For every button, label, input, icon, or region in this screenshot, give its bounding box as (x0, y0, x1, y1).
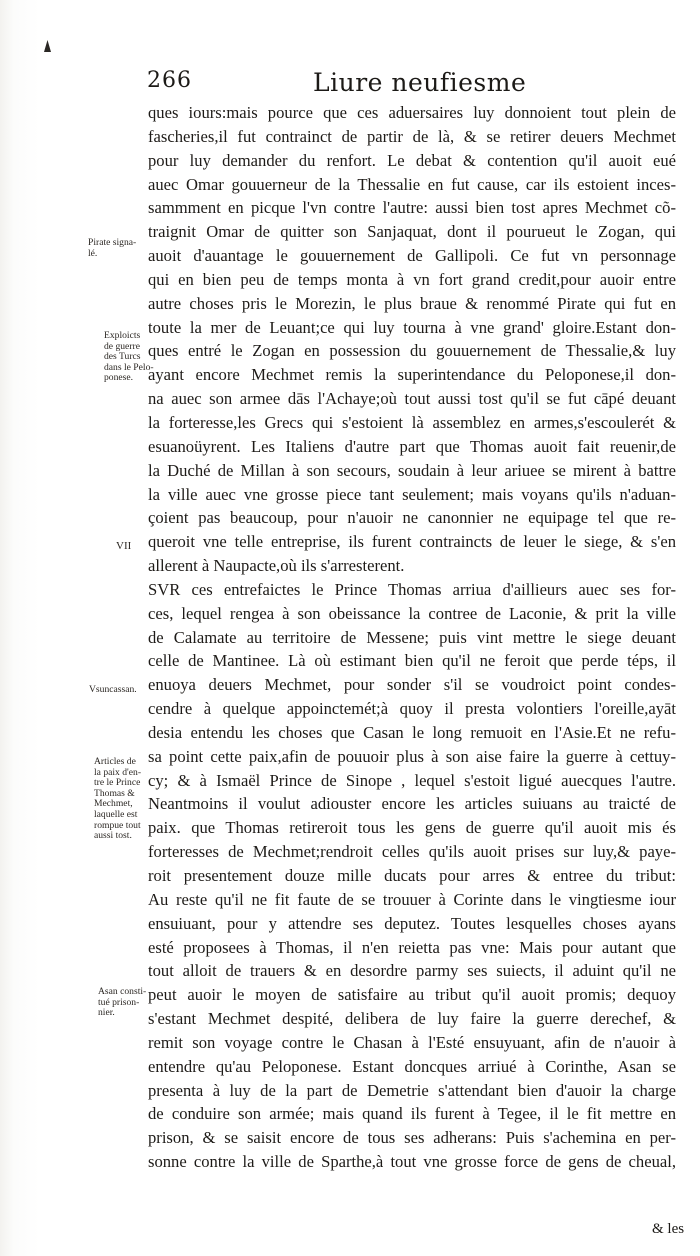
text-line: qui en bien peu de temps monta à vn fort grand credit,pour auoir entre (148, 269, 676, 289)
text-line: ces, lequel rengea à son obeissance la contree de Laconie, & prit la ville (148, 603, 676, 623)
text-line: tout alloit de trauers & en desordre parmy ses suiects, il aduint qu'il ne (148, 961, 676, 981)
page-header (145, 68, 665, 98)
text-line: cy; & à Ismaël Prince de Sinope , lequel s'estoit ligué auecques l'autre. (148, 770, 676, 790)
text-line: la Duché de Millan à son secours, soudain à leur ariuee se mirent à battre (148, 460, 676, 480)
text-line: paix. que Thomas retireroit tous les gens de guerre qu'il auoit mis és (148, 818, 676, 838)
catchword: & les (652, 1221, 685, 1237)
text-line: toute la mer de Leuant;ce qui luy tourna à vne grand' gloire.Estant don- (148, 317, 676, 337)
text-line: desia entendu les choses que Casan le long remuoit en l'Asie.Et ne refu- (148, 722, 676, 742)
text-line: Neantmoins il voulut adiouster encore les articles suiuans au traicté de (148, 794, 676, 814)
margin-note-asan: Asan consti- tué prison- nier. (98, 986, 147, 1019)
text-line: ayant encore Mechmet remis la superintendance du Peloponese,il don- (148, 365, 676, 385)
text-line: prison, & se saisit encore de tous ses adherans: Puis s'achemina en per- (148, 1128, 676, 1148)
page-corner-mark (44, 40, 51, 52)
text-line: sa point cette paix,afin de pouuoir plus à son aise faire la guerre à cettuy- (148, 746, 676, 766)
text-line: s'estant Mechmet despité, delibera de luy faire la guerre derechef, & (148, 1009, 676, 1029)
text-line: entendre qu'au Peloponese. Estant doncques arriué à Corinthe, Asan se (148, 1056, 676, 1076)
text-line: de conduire son armée; mais quand ils furent à Tegee, il le fit mettre en (148, 1104, 676, 1124)
text-line: sammment en picque l'vn contre l'autre: aussi bien tost apres Mechmet cõ- (148, 198, 676, 218)
text-line: ensuiuant, pour y attendre ses deputez. Toutes lesquelles choses ayans (148, 913, 676, 933)
text-line: traignit Omar de quitter son Sanjaquat, dont il pourueut le Zogan, qui (148, 222, 676, 242)
text-line: fascheries,il fut contrainct de partir de là, & se retirer deuers Mechmet (148, 126, 676, 146)
text-line: forteresses de Mechmet;rendroit celles qu'ils auoit prises sur luy,& paye- (148, 842, 676, 862)
text-line: Au reste qu'il ne fit faute de se trouuer à Corinte dans le vingtiesme iour (148, 889, 676, 909)
text-line: autre choses pris le Morezin, le plus braue & renommé Pirate qui fut en (148, 293, 676, 313)
text-line: auec Omar gouuerneur de la Thessalie en fut cause, car ils estoient inces- (148, 174, 676, 194)
text-line: sonne contre la ville de Sparthe,à tout vne grosse force de gens de cheual, (148, 1152, 676, 1172)
text-line: remit son voyage contre le Chasan à l'Esté ensuyuant, afin de n'auoir à (148, 1032, 676, 1052)
text-line: ques iours:mais pource que ces aduersaires luy donnoient tout plein de (148, 103, 676, 122)
text-line: queroit vne telle entreprise, ils furent contraincts de leuer le siege, & s'en (148, 532, 676, 552)
text-line: cendre à quelque appoinctemét;à quoy il presta volontiers l'oreille,ayāt (148, 699, 676, 719)
text-line: de Calamate au territoire de Messene; puis vint mettre le siege deuant (148, 627, 676, 647)
text-line: SVR ces entrefaictes le Prince Thomas arriua d'aillieurs auec ses for- (148, 579, 676, 599)
text-line: presenta à luy de la part de Demetrie s'attendant bien d'auoir la charge (148, 1080, 676, 1100)
text-line: la forteresse,les Grecs qui s'estoient là assemblez en armes,s'escoulerét & (148, 412, 676, 432)
text-line: pour luy demander du renfort. Le debat & contention qu'il auoit eué (148, 150, 676, 170)
text-line: la ville auec vne grosse piece tant seulement; mais voyans qu'ils n'aduan- (148, 484, 676, 504)
text-line: roit presentement douze mille ducats pour arres & entree du tribut: (148, 866, 676, 885)
page-number: 266 (147, 68, 192, 93)
text-line: auoit d'auantage le gouuernement de Gallipoli. Ce fut vn personnage (148, 246, 676, 266)
text-line: peut auoir le moyen de satisfaire au tribut qu'il auoit promis; dequoy (148, 985, 676, 1005)
text-line: celle de Mantinee. Là où estimant bien qu'il ne feroit que perde téps, il (148, 651, 676, 671)
margin-note-section: VII (116, 540, 132, 552)
text-line: allerent à Naupacte,où ils s'arresterent. (148, 556, 405, 576)
text-line: na auec son armee dās l'Achaye;où tout aussi tost qu'il se fut cāpé deuant (148, 389, 676, 409)
margin-note-pirate: Pirate signa- lé. (88, 237, 137, 259)
margin-note-articles: Articles de la paix d'en- tre le Prince Thomas & Mechmet, laquelle est rompue tout aussi tost. (94, 756, 142, 842)
text-line: esuanoüyrent. Les Italiens d'autre part que Thomas auoit fait reuenir,de (148, 436, 676, 456)
text-line: esté proposees à Thomas, il n'en reietta pas vne: Mais pour autant que (148, 937, 676, 957)
body-text (148, 101, 676, 1174)
running-title: Liure neufiesme (313, 68, 527, 97)
text-line: enuoya deuers Mechmet, pour sonder s'il se voudroict point condes- (148, 675, 676, 695)
margin-note-vsuncassan: Vsuncassan. (89, 684, 137, 695)
text-line: ques entré le Zogan en possession du gouuernement de Thessalie,& luy (148, 341, 676, 361)
text-line: çoient pas beaucoup, pour n'auoir ne canonnier ne equipage tel que re- (148, 508, 676, 528)
margin-note-exploits: Exploicts de guerre des Turcs dans le Pelo- ponese. (104, 330, 154, 384)
